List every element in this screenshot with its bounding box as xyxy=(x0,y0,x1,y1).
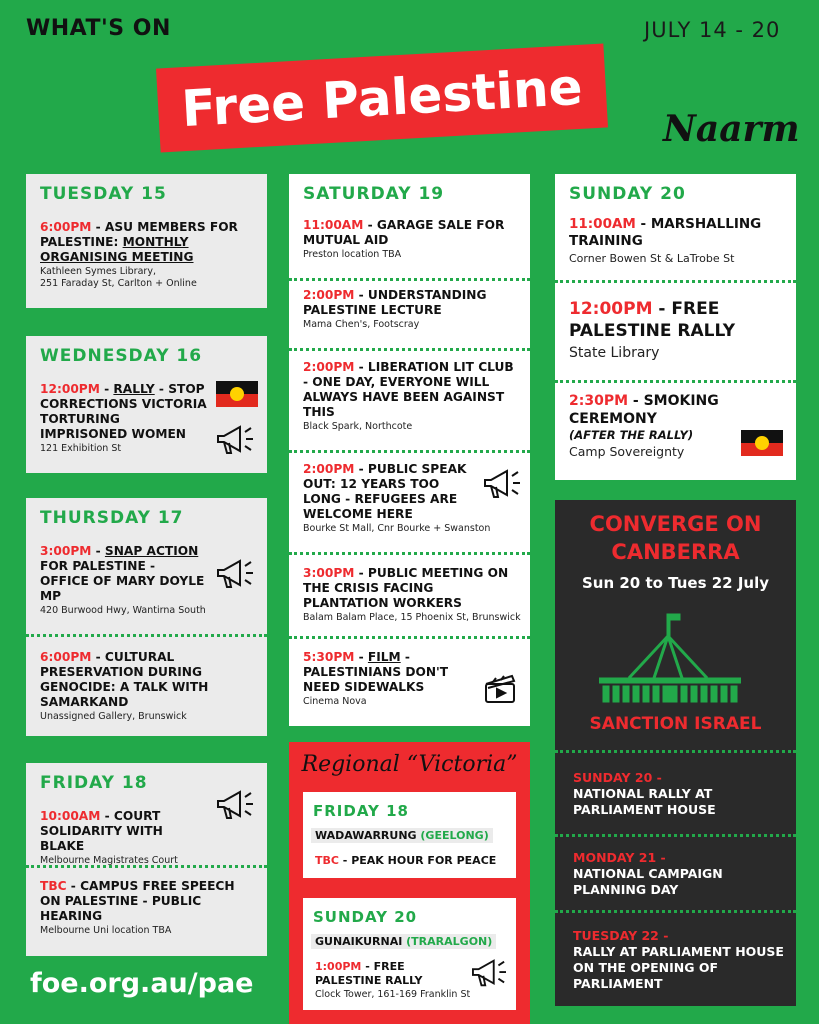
tuesday-card xyxy=(26,174,267,308)
event-location: Corner Bowen St & LaTrobe St xyxy=(569,252,735,265)
event-time: 11:00AM xyxy=(303,218,364,232)
event-location: Clock Tower, 161-169 Franklin St xyxy=(315,989,471,1000)
day-heading: TUESDAY 15 xyxy=(40,184,167,204)
event xyxy=(40,650,257,723)
event-location: Bourke St Mall, Cnr Bourke + Swanston xyxy=(303,523,491,534)
event-sep: - xyxy=(354,360,368,374)
event-title: PUBLIC MEETING ON THE CRISIS FACING PLANTATION WORKERS xyxy=(303,566,509,610)
event-day: TUESDAY 22 - xyxy=(573,928,669,943)
event-time: 5:30PM xyxy=(303,650,355,664)
regional-sunday-box xyxy=(303,898,516,1010)
event-title: - STOP CORRECTIONS VICTORIA TORTURING IMPRISONED WOMEN xyxy=(40,382,207,441)
parliament-house-icon xyxy=(599,608,741,704)
event-sep: - xyxy=(628,393,644,409)
megaphone-icon xyxy=(214,556,256,592)
megaphone-icon xyxy=(469,956,509,990)
event-sep: - xyxy=(363,218,377,232)
day-heading: SUNDAY 20 xyxy=(313,908,418,926)
friday-card xyxy=(26,763,267,956)
event-sep: - xyxy=(635,216,651,232)
event-title: ASU MEMBERS FOR PALESTINE: xyxy=(40,220,238,249)
event-sep: - xyxy=(354,566,368,580)
divider xyxy=(555,750,796,753)
regional-card xyxy=(289,742,530,1024)
event-time: 3:00PM xyxy=(303,566,355,580)
thursday-card xyxy=(26,498,267,736)
event xyxy=(569,216,786,266)
event-time: 12:00PM xyxy=(40,382,100,396)
regional-friday-box xyxy=(303,792,516,878)
event xyxy=(569,298,786,362)
event-title: MARSHALLING TRAINING xyxy=(569,216,762,249)
divider xyxy=(289,278,530,281)
event-title: FREE PALESTINE RALLY xyxy=(315,960,423,987)
event-location: 121 Exhibition St xyxy=(40,443,122,454)
event-title: RALLY AT PARLIAMENT HOUSE ON THE OPENING OF PARLIAMENT xyxy=(573,944,784,991)
event-sep: - xyxy=(338,854,352,867)
website-link[interactable]: foe.org.au/pae xyxy=(30,968,254,999)
day-heading: SUNDAY 20 xyxy=(569,184,686,204)
event-sep: - xyxy=(66,879,81,893)
event-location: Balam Balam Place, 15 Phoenix St, Brunswick xyxy=(303,612,521,623)
divider xyxy=(26,634,267,637)
event-time: TBC xyxy=(315,854,339,867)
event-location: Melbourne Uni location TBA xyxy=(40,925,172,936)
event xyxy=(573,850,786,898)
event-sep: - xyxy=(100,809,114,823)
event-location: Kathleen Symes Library, xyxy=(40,266,156,277)
event-location: Camp Sovereignty xyxy=(569,444,685,459)
event-title-underlined: SNAP ACTION xyxy=(104,544,199,558)
day-heading: FRIDAY 18 xyxy=(40,773,148,793)
nation-tag xyxy=(311,934,496,949)
aboriginal-flag-icon xyxy=(216,381,258,407)
event-title: COURT SOLIDARITY WITH BLAKE xyxy=(40,809,163,853)
area-name: (GEELONG) xyxy=(420,829,489,842)
divider xyxy=(26,865,267,868)
nation-name: GUNAIKURNAI xyxy=(315,935,407,948)
event xyxy=(40,382,207,455)
area-name: (TRARALGON) xyxy=(406,935,493,948)
event-time: 11:00AM xyxy=(569,216,636,232)
day-heading: FRIDAY 18 xyxy=(313,802,409,820)
event-sep: - xyxy=(354,462,368,476)
event-time: 1:00PM xyxy=(315,960,362,973)
event-title: PUBLIC SPEAK OUT: 12 YEARS TOO LONG - REFUGEES ARE WELCOME HERE xyxy=(303,462,467,521)
canberra-dates: Sun 20 to Tues 22 July xyxy=(581,574,770,592)
event-title: SMOKING CEREMONY xyxy=(569,393,719,427)
event xyxy=(40,879,257,937)
event xyxy=(40,544,207,617)
event-time: 2:00PM xyxy=(303,360,355,374)
event-time: 3:00PM xyxy=(40,544,92,558)
event-title: GARAGE SALE FOR MUTUAL AID xyxy=(303,218,505,247)
aboriginal-flag-icon xyxy=(741,430,783,456)
event-location: 251 Faraday St, Carlton + Online xyxy=(40,278,197,289)
event xyxy=(573,928,786,992)
regional-heading: Regional “Victoria” xyxy=(301,752,518,777)
canberra-heading-line2: CANBERRA xyxy=(611,540,740,564)
sanction-israel-heading: SANCTION ISRAEL xyxy=(589,714,762,734)
event xyxy=(40,809,207,867)
event-sep: - xyxy=(354,288,368,302)
megaphone-icon xyxy=(214,787,256,823)
week-dates: JULY 14 - 20 xyxy=(644,18,781,42)
day-heading: WEDNESDAY 16 xyxy=(40,346,203,366)
event xyxy=(569,392,736,460)
event-time: 2:00PM xyxy=(303,462,355,476)
event-time: 12:00PM xyxy=(569,299,653,319)
event-location: 420 Burwood Hwy, Wantirna South xyxy=(40,605,206,616)
day-heading: SATURDAY 19 xyxy=(303,184,445,204)
event-time: 6:00PM xyxy=(40,650,92,664)
event-title: CAMPUS FREE SPEECH ON PALESTINE - PUBLIC HEARING xyxy=(40,879,235,923)
whats-on-heading: WHAT'S ON xyxy=(26,16,171,41)
nation-name: WADAWARRUNG xyxy=(315,829,421,842)
divider xyxy=(555,834,796,837)
divider xyxy=(289,552,530,555)
event-sep: - xyxy=(652,299,672,319)
event-time: 2:00PM xyxy=(303,288,355,302)
event xyxy=(303,566,520,624)
saturday-card xyxy=(289,174,530,726)
event-sep: - xyxy=(361,960,374,973)
sunday-card xyxy=(555,174,796,480)
event xyxy=(303,218,520,261)
event-title: LIBERATION LIT CLUB - ONE DAY, EVERYONE WILL ALWAYS HAVE BEEN AGAINST THIS xyxy=(303,360,514,419)
event-location: Unassigned Gallery, Brunswick xyxy=(40,711,187,722)
event-time: 10:00AM xyxy=(40,809,101,823)
event-location: State Library xyxy=(569,345,660,361)
event xyxy=(303,360,520,433)
event-sep: - xyxy=(91,220,105,234)
event-title-underlined: MONTHLY ORGANISING MEETING xyxy=(40,235,194,264)
event-day: SUNDAY 20 - xyxy=(573,770,662,785)
event-location: Mama Chen's, Footscray xyxy=(303,319,420,330)
event-sep: - xyxy=(91,544,105,558)
event-title: FREE PALESTINE RALLY xyxy=(569,299,735,341)
event-day: MONDAY 21 - xyxy=(573,850,666,865)
divider xyxy=(289,348,530,351)
event-title-underlined: RALLY xyxy=(113,382,155,396)
megaphone-icon xyxy=(214,422,256,458)
event-time: TBC xyxy=(40,879,67,893)
day-heading: THURSDAY 17 xyxy=(40,508,184,528)
divider xyxy=(289,450,530,453)
divider xyxy=(555,910,796,913)
divider xyxy=(555,380,796,383)
event-title: - PALESTINIANS DON'T NEED SIDEWALKS xyxy=(303,650,449,694)
event-sep: - xyxy=(91,650,105,664)
event-title: CULTURAL PRESERVATION DURING GENOCIDE: A TALK WITH SAMARKAND xyxy=(40,650,209,709)
event-title: UNDERSTANDING PALESTINE LECTURE xyxy=(303,288,487,317)
nation-tag xyxy=(311,828,493,843)
event xyxy=(315,853,496,868)
event-title-underlined: FILM xyxy=(367,650,401,664)
event xyxy=(40,220,257,290)
event-sep: - xyxy=(354,650,368,664)
divider xyxy=(289,636,530,639)
divider xyxy=(555,280,796,283)
city-name: Naarm xyxy=(663,108,800,150)
event-time: 6:00PM xyxy=(40,220,92,234)
event-title: NATIONAL CAMPAIGN PLANNING DAY xyxy=(573,866,723,897)
canberra-heading-line1: CONVERGE ON xyxy=(589,512,762,536)
event-sep: - xyxy=(99,382,114,396)
film-clapper-icon xyxy=(483,672,517,704)
event xyxy=(303,288,520,331)
event-location: Melbourne Magistrates Court xyxy=(40,855,178,866)
wednesday-card xyxy=(26,336,267,473)
event-time: 2:30PM xyxy=(569,393,629,409)
event xyxy=(303,462,491,535)
event-location: Black Spark, Northcote xyxy=(303,421,413,432)
event-note: (AFTER THE RALLY) xyxy=(569,428,694,442)
megaphone-icon xyxy=(481,466,523,502)
title-banner xyxy=(156,44,608,153)
event-title: FOR PALESTINE - OFFICE OF MARY DOYLE MP xyxy=(40,559,205,603)
event xyxy=(303,650,478,708)
event-location: Preston location TBA xyxy=(303,249,402,260)
event xyxy=(573,770,786,818)
event xyxy=(315,960,472,1001)
page-title: Free Palestine xyxy=(180,57,584,139)
canberra-card xyxy=(555,500,796,1006)
canberra-heading xyxy=(555,510,796,566)
event-title: PEAK HOUR FOR PEACE xyxy=(351,854,497,867)
event-location: Cinema Nova xyxy=(303,696,367,707)
event-title: NATIONAL RALLY AT PARLIAMENT HOUSE xyxy=(573,786,716,817)
